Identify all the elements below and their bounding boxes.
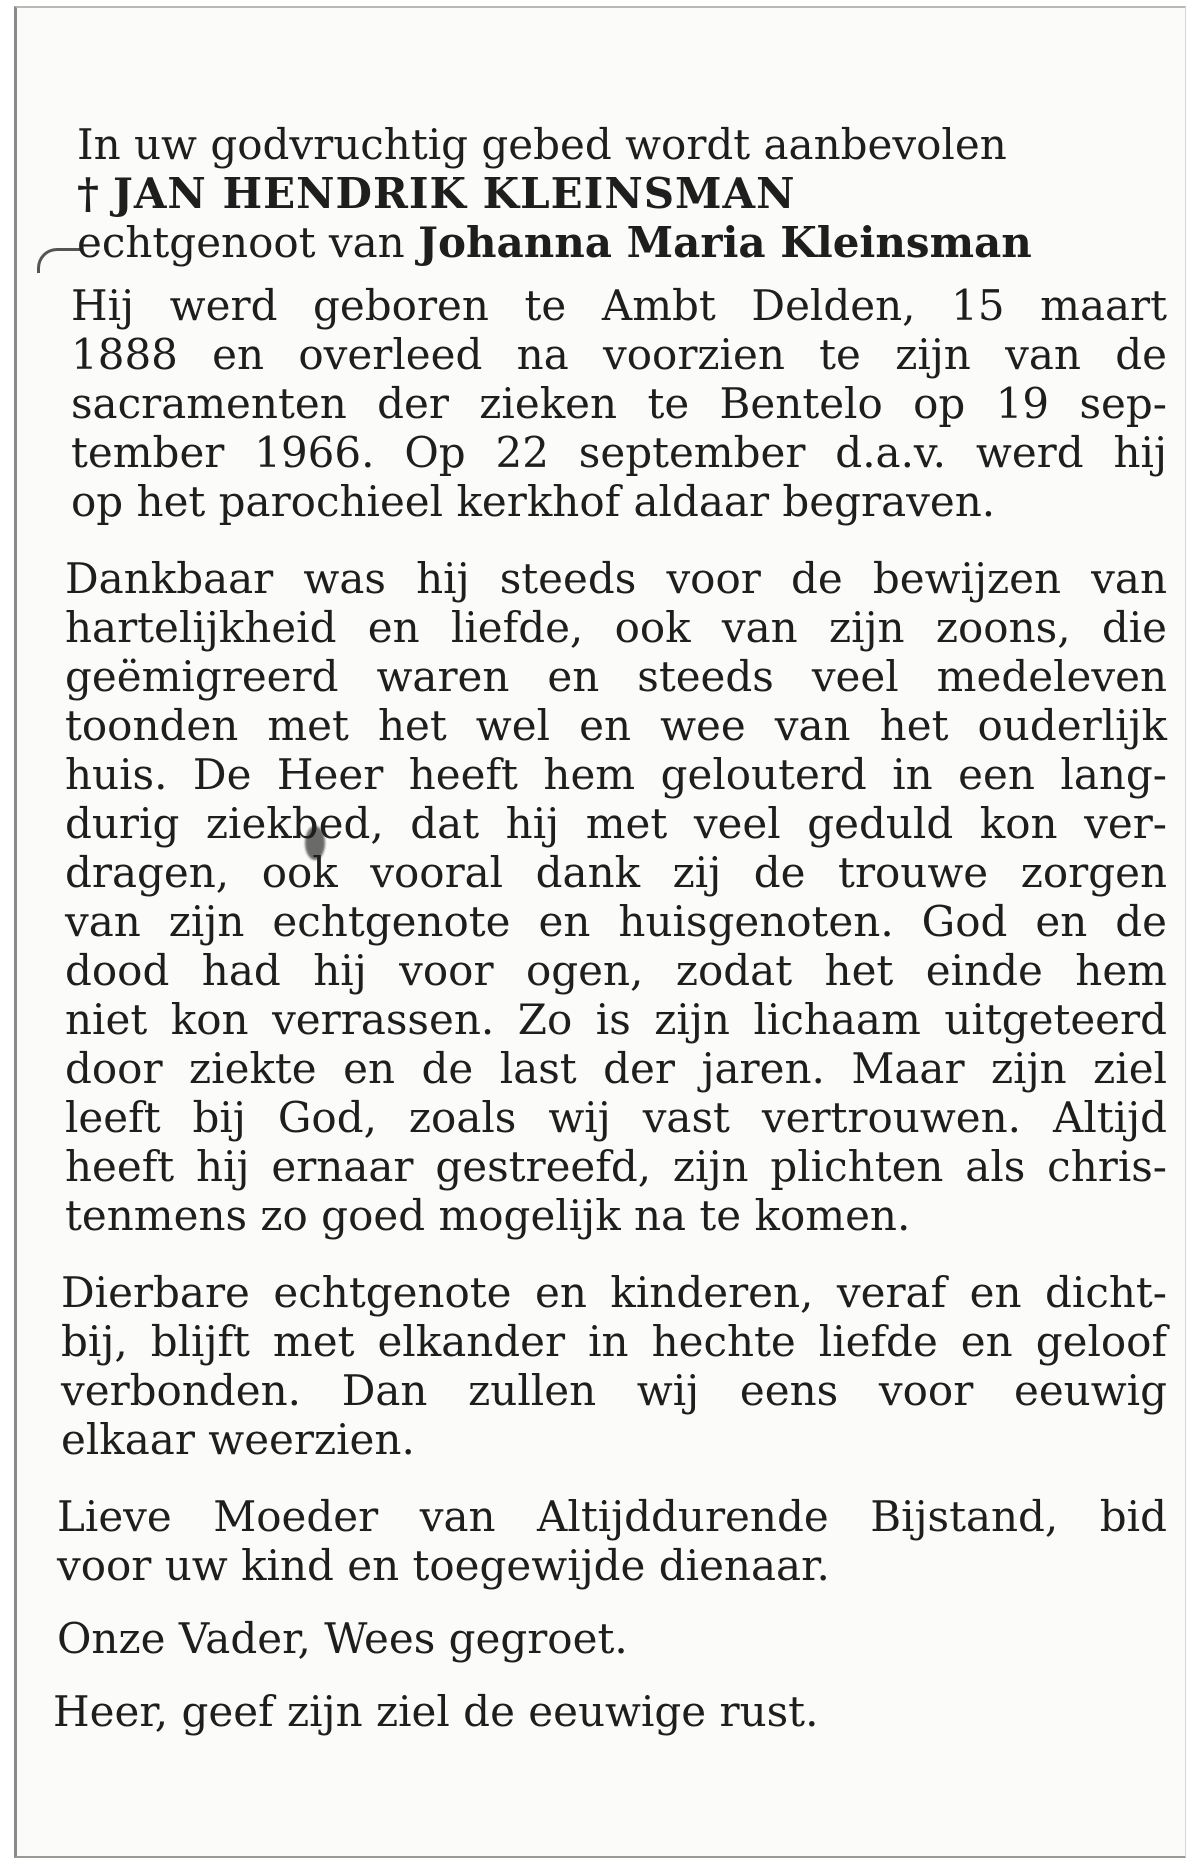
biography-line: op het parochieel kerkhof aldaar begraven. (71, 477, 996, 526)
biography-paragraph (71, 281, 1167, 526)
tribute-line: niet kon verrassen. Zo is zijn lichaam uitgeteerd (65, 995, 1167, 1044)
spouse-prefix: echtgenoot van (77, 218, 405, 267)
memorial-card (14, 6, 1186, 1858)
tribute-paragraph (65, 554, 1167, 1240)
deceased-name: JAN HENDRIK KLEINSMAN (112, 169, 796, 218)
spouse-name: Johanna Maria Kleinsman (418, 218, 1032, 267)
card-text (47, 120, 1167, 1736)
tribute-line: heeft hij ernaar gestreefd, zijn plichten als chris- (65, 1142, 1167, 1191)
prayer-line: voor uw kind en toegewijde dienaar. (57, 1541, 830, 1590)
spouse-line (77, 218, 1167, 267)
tribute-line: tenmens zo goed mogelijk na te komen. (65, 1191, 911, 1240)
closing-blessing-line: Heer, geef zijn ziel de eeuwige rust. (53, 1687, 819, 1736)
prayer-paragraph (57, 1492, 1167, 1590)
tribute-line: door ziekte en de last der jaren. Maar zijn ziel (65, 1044, 1167, 1093)
prayer-line: Lieve Moeder van Altijddurende Bijstand, bid (57, 1492, 1167, 1541)
deceased-name-line (77, 169, 1167, 218)
biography-line: sacramenten der zieken te Bentelo op 19 sep- (71, 379, 1167, 428)
tribute-line: toonden met het wel en wee van het ouderlijk (65, 701, 1167, 750)
closing-prayer-line: Onze Vader, Wees gegroet. (57, 1614, 628, 1663)
intro-line: In uw godvruchtig gebed wordt aanbevolen (77, 120, 1007, 169)
tribute-line: dood had hij voor ogen, zodat het einde hem (65, 946, 1167, 995)
farewell-line: verbonden. Dan zullen wij eens voor eeuwig (61, 1366, 1167, 1415)
farewell-line: elkaar weerzien. (61, 1415, 415, 1464)
biography-line: Hij werd geboren te Ambt Delden, 15 maart (71, 281, 1167, 330)
farewell-paragraph (61, 1268, 1167, 1464)
tribute-line: Dankbaar was hij steeds voor de bewijzen van (65, 554, 1167, 603)
cross-icon: † (77, 169, 99, 218)
tribute-line: dragen, ook vooral dank zij de trouwe zorgen (65, 848, 1167, 897)
biography-line: 1888 en overleed na voorzien te zijn van de (71, 330, 1167, 379)
tribute-line: huis. De Heer heeft hem gelouterd in een lang- (65, 750, 1167, 799)
tribute-line: van zijn echtgenote en huisgenoten. God en de (65, 897, 1167, 946)
tribute-line: hartelijkheid en liefde, ook van zijn zoons, die (65, 603, 1167, 652)
farewell-line: Dierbare echtgenote en kinderen, veraf en dicht- (61, 1268, 1167, 1317)
tribute-line: leeft bij God, zoals wij vast vertrouwen. Altijd (65, 1093, 1167, 1142)
tribute-line: geëmigreerd waren en steeds veel medeleven (65, 652, 1167, 701)
farewell-line: bij, blijft met elkander in hechte liefde en geloof (61, 1317, 1167, 1366)
biography-line: tember 1966. Op 22 september d.a.v. werd hij (71, 428, 1167, 477)
tribute-line: durig ziekbed, dat hij met veel geduld kon ver- (65, 799, 1167, 848)
